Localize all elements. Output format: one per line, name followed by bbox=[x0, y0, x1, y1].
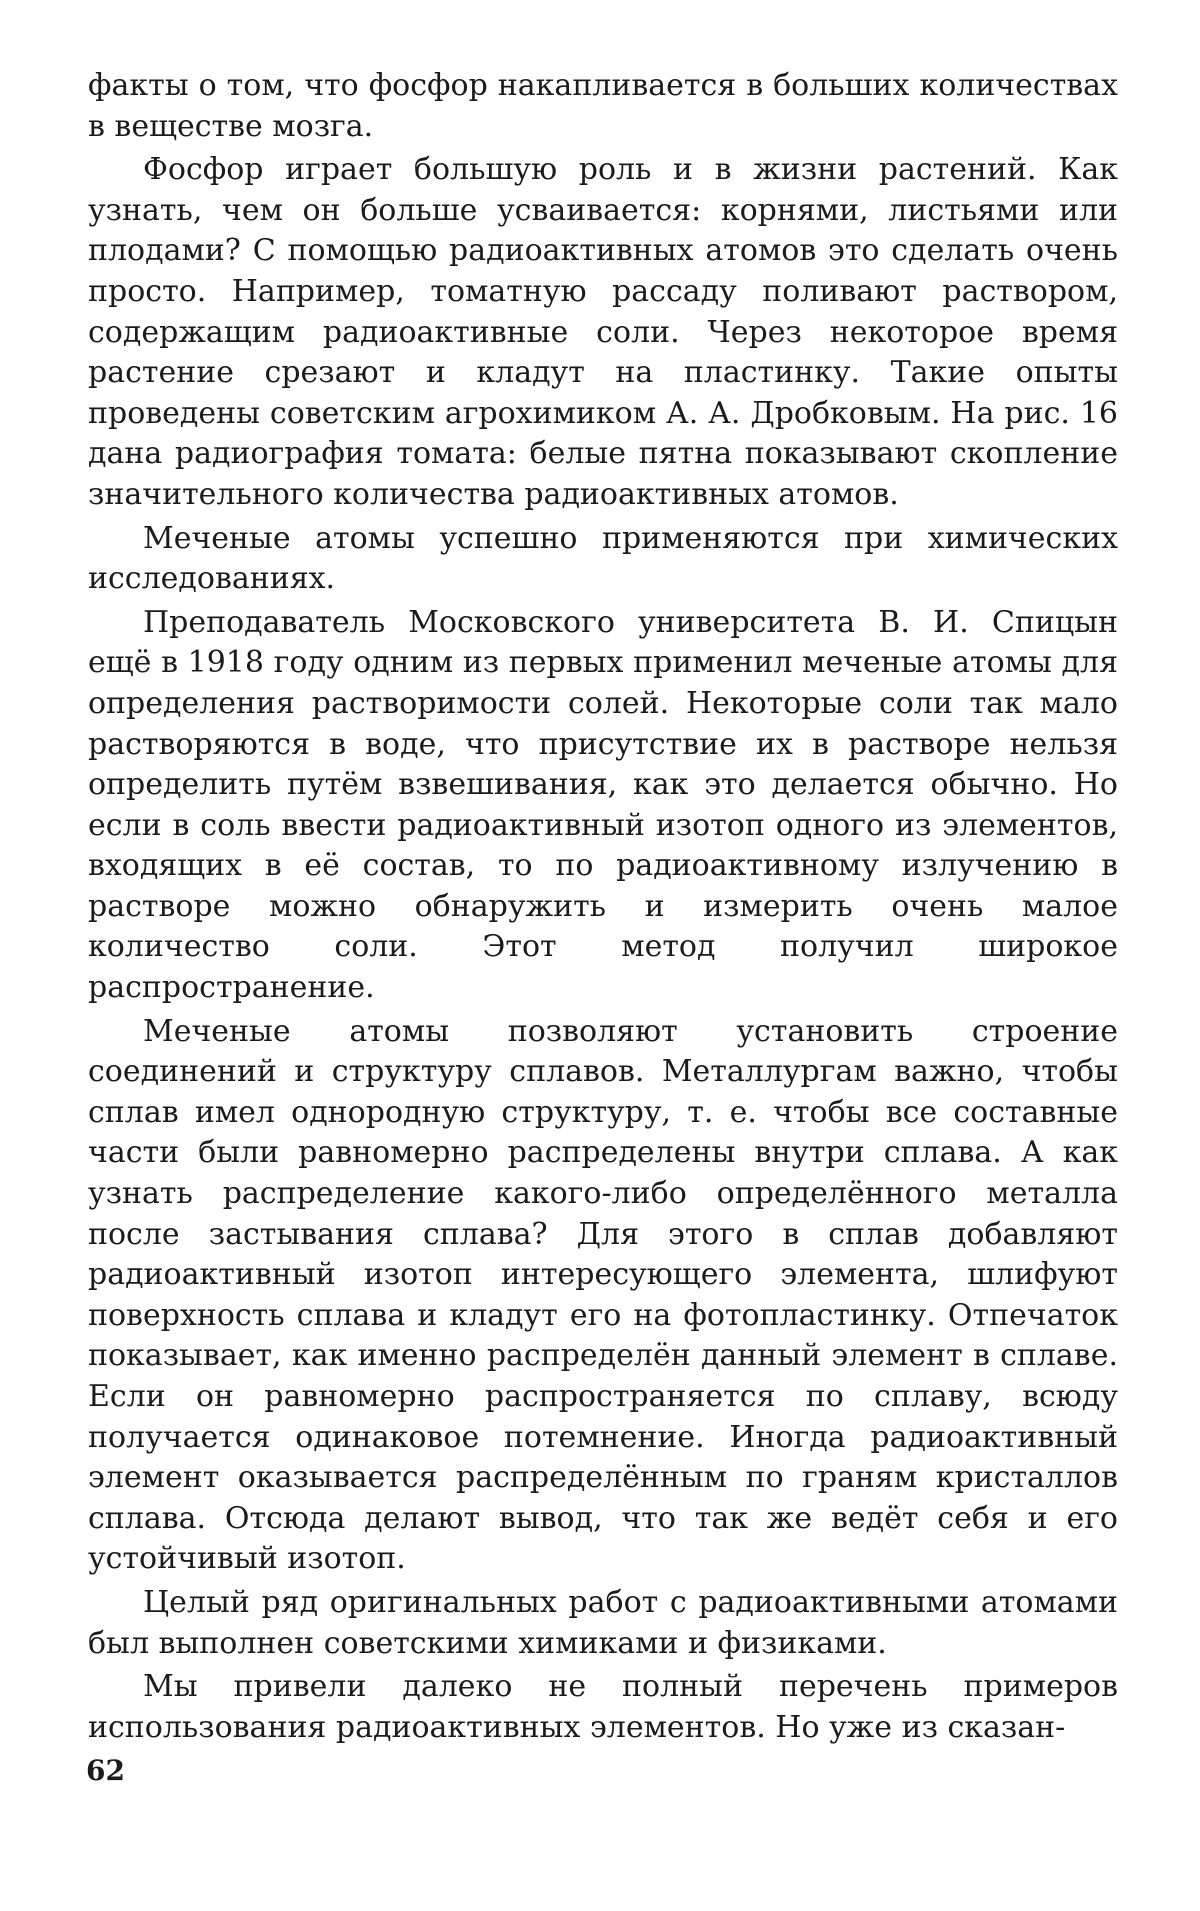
paragraph-continuation: факты о том, что фосфор накапливается в больших количествах в веществе мозга. bbox=[88, 68, 1118, 144]
paragraph-phosphorus-plants: Фосфор играет большую роль и в жизни растений. Как узнать, чем он больше усваивается: корнями, листьями или плодами? С помощью радиоактивных атомов это сделать очень просто. Например, томатную рассаду поливают раствором, содержащим радиоактивные соли. Через некоторое время растение срезают и кладут на пластинку. Такие опыты проведены советским агрохимиком А. А. Дробковым. На рис. 16 дана радиография томата: белые пятна показывают скопление значительного количества радиоактивных атомов. bbox=[88, 152, 1118, 512]
paragraph-chemical-research: Меченые атомы успешно применяются при химических исследованиях. bbox=[88, 520, 1118, 597]
page-body-text bbox=[88, 66, 1118, 1751]
paragraph-conclusion: Мы привели далеко не полный перечень примеров использования радиоактивных элементов. Но уже из сказан- bbox=[88, 1669, 1118, 1745]
page-number: 62 bbox=[86, 1754, 125, 1787]
paragraph-solubility-method: Преподаватель Московского университета В. И. Спицын ещё в 1918 году одним из первых применил меченые атомы для определения растворимости солей. Некоторые соли так мало растворяются в воде, что присутствие их в растворе нельзя определить путём взвешивания, как это делается обычно. Но если в соль ввести радиоактивный изотоп одного из элементов, входящих в её состав, то по радиоактивному излучению в растворе можно обнаружить и измерить очень малое количество соли. Этот метод получил широкое распространение. bbox=[88, 604, 1118, 1006]
paragraph-alloy-structure: Меченые атомы позволяют установить строение соединений и структуру сплавов. Металлургам важно, чтобы сплав имел однородную структуру, т. е. чтобы все составные части были равномерно распределены внутри сплава. А как узнать распределение какого-либо определённого металла после застывания сплава? Для этого в сплав добавляют радиоактивный изотоп интересующего элемента, шлифуют поверхность сплава и кладут его на фотопластинку. Отпечаток показывает, как именно распределён данный элемент в сплаве. Если он равномерно распространяется по сплаву, всюду получается одинаковое потемнение. Иногда радиоактивный элемент оказывается распределённым по граням кристаллов сплава. Отсюда делают вывод, что так же ведёт себя и его устойчивый изотоп. bbox=[88, 1013, 1118, 1577]
paragraph-soviet-research: Целый ряд оригинальных работ с радиоактивными атомами был выполнен советскими химиками и физиками. bbox=[88, 1584, 1118, 1661]
